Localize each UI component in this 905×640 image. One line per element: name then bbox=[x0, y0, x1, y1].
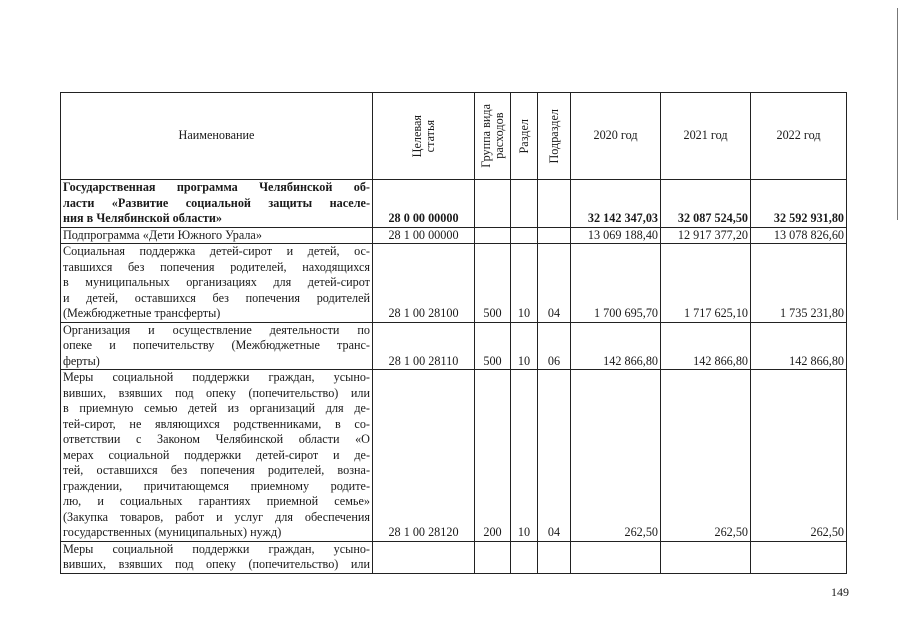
header-target-line-2: статья bbox=[422, 119, 437, 153]
header-2022: 2022 год bbox=[751, 93, 847, 180]
table-header-row bbox=[61, 93, 847, 180]
table-row bbox=[61, 541, 847, 573]
row-value-2021: 12 917 377,20 bbox=[661, 227, 751, 244]
row-group bbox=[475, 180, 511, 228]
row-value-2020: 32 142 347,03 bbox=[571, 180, 661, 228]
row-name-line: вивших, взявших под опеку (попечительство) или bbox=[63, 385, 370, 400]
row-value-2021: 1 717 625,10 bbox=[661, 244, 751, 323]
row-name-line: опеке и попечительству (Межбюджетные транс- bbox=[63, 338, 370, 352]
row-subsection bbox=[538, 541, 571, 573]
row-name-line: Организация и осуществление деятельности по bbox=[63, 322, 370, 337]
row-value-2022: 13 078 826,60 bbox=[751, 227, 847, 244]
row-name bbox=[61, 541, 373, 573]
page-edge-line bbox=[897, 8, 898, 220]
row-name bbox=[61, 244, 373, 323]
row-name-line: лю, и социальных гарантиях приемной семье» bbox=[63, 494, 370, 508]
row-value-2022: 1 735 231,80 bbox=[751, 244, 847, 323]
row-value-2021: 262,50 bbox=[661, 370, 751, 542]
header-2020: 2020 год bbox=[571, 93, 661, 180]
row-group: 500 bbox=[475, 322, 511, 370]
row-group: 200 bbox=[475, 370, 511, 542]
row-name-line: (Закупка товаров, работ и услуг для обеспечения bbox=[63, 509, 370, 524]
row-subsection bbox=[538, 227, 571, 244]
row-value-2020: 142 866,80 bbox=[571, 322, 661, 370]
header-section bbox=[511, 93, 538, 180]
header-subsection bbox=[538, 93, 571, 180]
header-target bbox=[373, 93, 475, 180]
row-group: 500 bbox=[475, 244, 511, 323]
row-name-line: ферты) bbox=[63, 353, 100, 368]
row-value-2022 bbox=[751, 541, 847, 573]
row-code: 28 1 00 28110 bbox=[373, 322, 475, 370]
row-value-2020: 262,50 bbox=[571, 370, 661, 542]
row-name-line: (Межбюджетные трансферты) bbox=[63, 306, 221, 320]
row-name-line: ласти «Развитие социальной защиты населе- bbox=[63, 195, 370, 210]
row-subsection bbox=[538, 180, 571, 228]
row-group bbox=[475, 541, 511, 573]
header-name: Наименование bbox=[61, 93, 373, 180]
row-group bbox=[475, 227, 511, 244]
budget-table bbox=[60, 92, 847, 574]
row-value-2022: 262,50 bbox=[751, 370, 847, 542]
row-name-line: вивших, взявших под опеку (попечительство) или bbox=[63, 557, 370, 571]
header-group-line-1: Группа вида bbox=[478, 104, 493, 168]
row-name bbox=[61, 322, 373, 370]
table-row bbox=[61, 322, 847, 370]
row-name-line: Меры социальной поддержки граждан, усыно- bbox=[63, 370, 370, 384]
row-name bbox=[61, 227, 373, 244]
row-name-line: Меры социальной поддержки граждан, усыно- bbox=[63, 541, 370, 556]
row-value-2020: 1 700 695,70 bbox=[571, 244, 661, 323]
row-name-line: тей-сирот, не являющихся родственниками, в со- bbox=[63, 416, 370, 431]
row-code: 28 0 00 00000 bbox=[373, 180, 475, 228]
header-2021: 2021 год bbox=[661, 93, 751, 180]
row-value-2020: 13 069 188,40 bbox=[571, 227, 661, 244]
row-name-line: мерах социальной поддержки детей-сирот и де- bbox=[63, 447, 370, 462]
row-section bbox=[511, 541, 538, 573]
row-subsection: 04 bbox=[538, 244, 571, 323]
row-name-line: Государственная программа Челябинской об- bbox=[63, 180, 370, 194]
row-value-2021 bbox=[661, 541, 751, 573]
row-name bbox=[61, 180, 373, 228]
header-group bbox=[475, 93, 511, 180]
page-number: 149 bbox=[831, 585, 849, 599]
row-section: 10 bbox=[511, 370, 538, 542]
row-name-line: государственных (муниципальных) нужд) bbox=[63, 525, 282, 539]
header-subsection-label: Подраздел bbox=[546, 108, 561, 164]
row-name-line: тавшихся без попечения родителей, находящихся bbox=[63, 259, 370, 274]
row-name-line: тей, оставшихся без попечения родителей, возна- bbox=[63, 463, 370, 477]
table-row bbox=[61, 370, 847, 542]
row-section bbox=[511, 227, 538, 244]
table-row bbox=[61, 227, 847, 244]
row-value-2020 bbox=[571, 541, 661, 573]
row-code bbox=[373, 541, 475, 573]
row-name-line: и детей, оставшихся без попечения родителей bbox=[63, 290, 370, 305]
row-value-2022: 32 592 931,80 bbox=[751, 180, 847, 228]
header-group-line-2: расходов bbox=[491, 112, 506, 160]
row-section: 10 bbox=[511, 244, 538, 323]
row-value-2021: 142 866,80 bbox=[661, 322, 751, 370]
row-name bbox=[61, 370, 373, 542]
row-name-line: в приемную семью детей из организаций для де- bbox=[63, 401, 370, 415]
row-subsection: 04 bbox=[538, 370, 571, 542]
row-value-2021: 32 087 524,50 bbox=[661, 180, 751, 228]
row-name-line: Подпрограмма «Дети Южного Урала» bbox=[63, 227, 262, 242]
table-row bbox=[61, 244, 847, 323]
row-name-line: ния в Челябинской области» bbox=[63, 211, 222, 225]
row-name-line: Социальная поддержка детей-сирот и детей, ос- bbox=[63, 244, 370, 258]
row-code: 28 1 00 28120 bbox=[373, 370, 475, 542]
table-row bbox=[61, 180, 847, 228]
header-section-label: Раздел bbox=[516, 118, 531, 154]
row-section: 10 bbox=[511, 322, 538, 370]
row-code: 28 1 00 28100 bbox=[373, 244, 475, 323]
row-name-line: граждении, причитающемся приемному родите- bbox=[63, 478, 370, 493]
row-code: 28 1 00 00000 bbox=[373, 227, 475, 244]
header-target-line-1: Целевая bbox=[409, 114, 424, 158]
row-section bbox=[511, 180, 538, 228]
row-subsection: 06 bbox=[538, 322, 571, 370]
row-value-2022: 142 866,80 bbox=[751, 322, 847, 370]
row-name-line: ответствии с Законом Челябинской области «О bbox=[63, 432, 370, 446]
row-name-line: в муниципальных организациях для детей-сирот bbox=[63, 275, 370, 289]
